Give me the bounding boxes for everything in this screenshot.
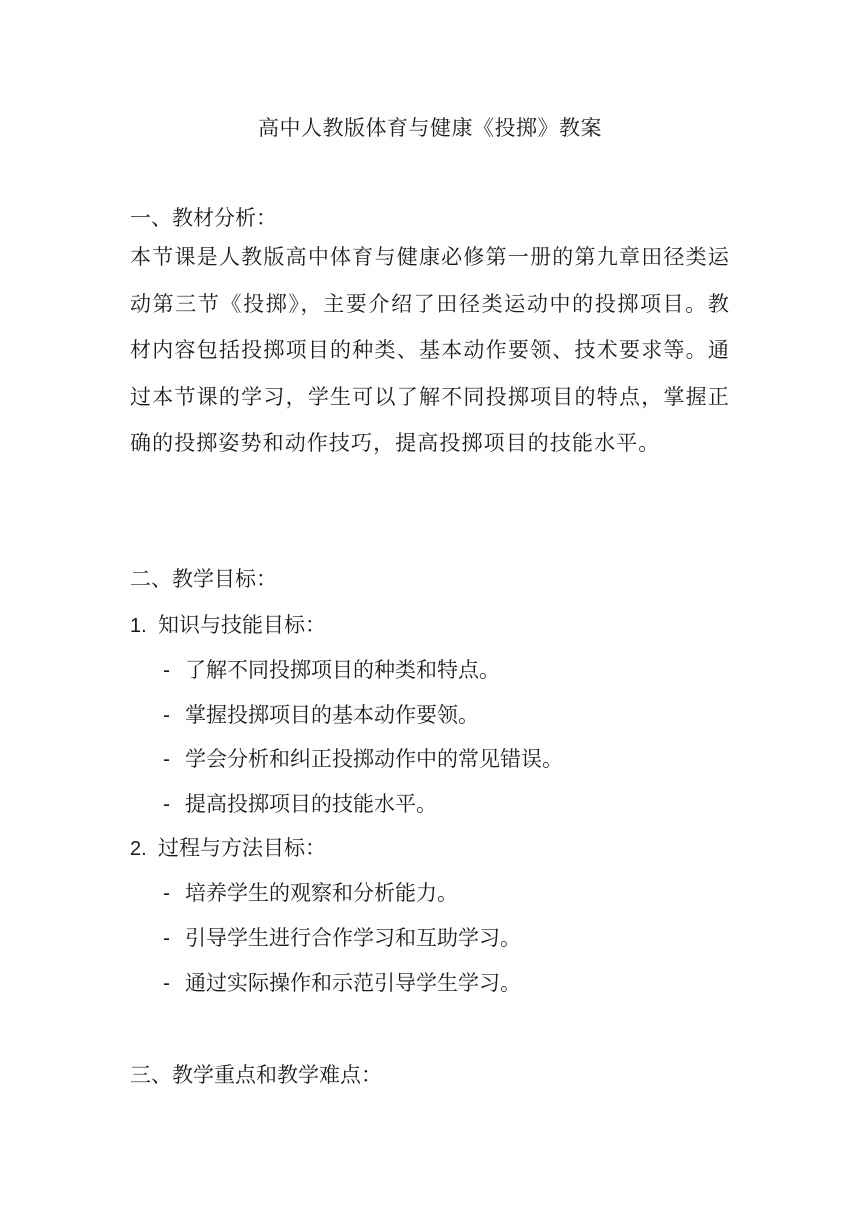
materials-paragraph: 本节课是人教版高中体育与健康必修第一册的第九章田径类运动第三节《投掷》，主要介绍了田径类运动中的投掷项目。教材内容包括投掷项目的种类、基本动作要领、技术要求等。通过本节课的学习，学生可以了解不同投掷项目的特点，掌握正确的投掷姿势和动作技巧，提高投掷项目的技能水平。 bbox=[130, 245, 730, 455]
list-item-text: 掌握投掷项目的基本动作要领。 bbox=[185, 703, 479, 727]
goal-heading-knowledge bbox=[130, 609, 326, 642]
list-item-text: 引导学生进行合作学习和互助学习。 bbox=[185, 926, 521, 950]
list-item bbox=[163, 967, 521, 1000]
document-title: 高中人教版体育与健康《投掷》教案 bbox=[258, 116, 602, 140]
list-item bbox=[163, 788, 437, 821]
goal-label: 知识与技能目标： bbox=[158, 613, 326, 637]
dash-marker: - bbox=[163, 748, 170, 771]
goal-number: 2. bbox=[130, 838, 147, 860]
section-heading-key-points: 三、教学重点和教学难点： bbox=[130, 1063, 382, 1087]
list-item-text: 了解不同投掷项目的种类和特点。 bbox=[185, 658, 500, 682]
list-item bbox=[163, 654, 500, 687]
dash-marker: - bbox=[163, 972, 170, 995]
dash-marker: - bbox=[163, 793, 170, 816]
list-item bbox=[163, 699, 479, 732]
dash-marker: - bbox=[163, 882, 170, 905]
goal-number: 1. bbox=[130, 615, 147, 637]
list-item-text: 培养学生的观察和分析能力。 bbox=[185, 881, 458, 905]
goal-label: 过程与方法目标： bbox=[158, 836, 326, 860]
list-item-text: 提高投掷项目的技能水平。 bbox=[185, 792, 437, 816]
list-item bbox=[163, 922, 521, 955]
dash-marker: - bbox=[163, 704, 170, 727]
list-item-text: 学会分析和纠正投掷动作中的常见错误。 bbox=[185, 747, 563, 771]
goal-heading-process bbox=[130, 832, 326, 865]
section-heading-materials: 一、教材分析： bbox=[130, 206, 277, 230]
list-item-text: 通过实际操作和示范引导学生学习。 bbox=[185, 971, 521, 995]
list-item bbox=[163, 743, 563, 776]
dash-marker: - bbox=[163, 659, 170, 682]
section-heading-goals: 二、教学目标： bbox=[130, 567, 277, 591]
dash-marker: - bbox=[163, 927, 170, 950]
list-item bbox=[163, 877, 458, 910]
